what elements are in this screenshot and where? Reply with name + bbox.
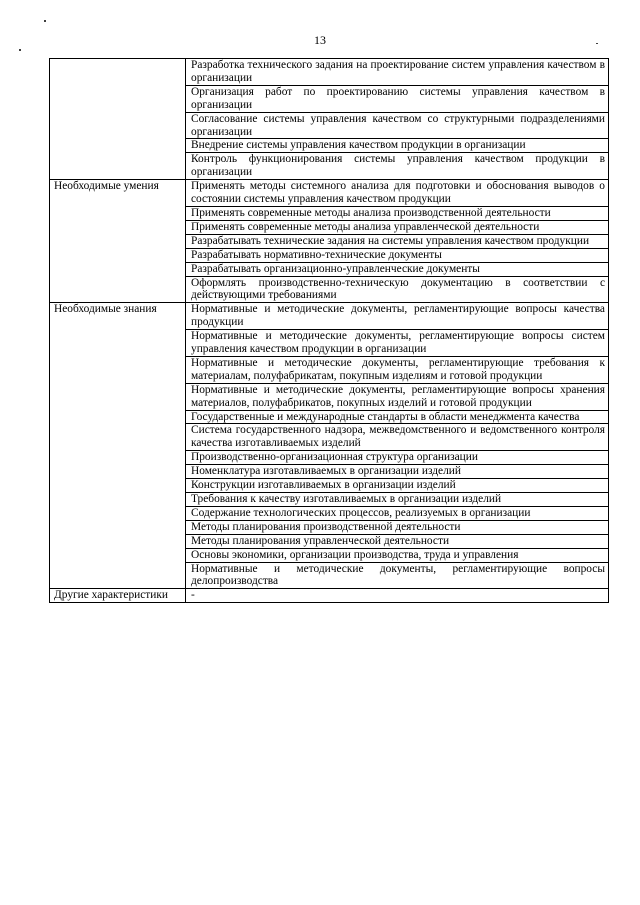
requirement-item: Требования к качеству изготавливаемых в организации изделий — [186, 493, 609, 507]
requirement-item: Нормативные и методические документы, регламентирующие вопросы хранения материалов, полуфабрикатов, покупных изделий и готовой продукции — [186, 383, 609, 410]
requirement-item: Система государственного надзора, межведомственного и ведомственного контроля качества изготавливаемых изделий — [186, 424, 609, 451]
requirement-item: Государственные и международные стандарты в области менеджмента качества — [186, 410, 609, 424]
requirement-item: Контроль функционирования системы управления качеством продукции в организации — [186, 153, 609, 180]
requirement-item: Нормативные и методические документы, регламентирующие вопросы качества продукции — [186, 303, 609, 330]
requirement-item: Содержание технологических процессов, реализуемых в организации — [186, 506, 609, 520]
section-label: Необходимые умения — [50, 180, 186, 303]
qualification-table — [49, 58, 609, 603]
requirement-item: Разрабатывать нормативно-технические документы — [186, 248, 609, 262]
scan-speck — [19, 49, 21, 51]
requirement-item: Согласование системы управления качеством со структурными подразделениями организации — [186, 112, 609, 139]
requirement-item: Нормативные и методические документы, регламентирующие требования к материалам, полуфабрикатам, покупным изделиям и готовой продукции — [186, 356, 609, 383]
requirement-item: Методы планирования управленческой деятельности — [186, 534, 609, 548]
requirement-item: Применять современные методы анализа управленческой деятельности — [186, 220, 609, 234]
requirement-item: Конструкции изготавливаемых в организации изделий — [186, 479, 609, 493]
requirement-item: Номенклатура изготавливаемых в организации изделий — [186, 465, 609, 479]
requirement-item: Нормативные и методические документы, регламентирующие вопросы систем управления качеством продукции в организации — [186, 330, 609, 357]
section-label: Другие характеристики — [50, 589, 186, 603]
section-label: Необходимые знания — [50, 303, 186, 589]
requirement-item: Нормативные и методические документы, регламентирующие вопросы делопроизводства — [186, 562, 609, 589]
table-row — [50, 59, 609, 86]
requirement-item: Оформлять производственно-техническую документацию в соответствии с действующими требованиями — [186, 276, 609, 303]
requirement-item: Производственно-организационная структура организации — [186, 451, 609, 465]
requirement-item: Применять современные методы анализа производственной деятельности — [186, 206, 609, 220]
table-row — [50, 303, 609, 330]
requirement-item: Разрабатывать организационно-управленческие документы — [186, 262, 609, 276]
requirement-item: - — [186, 589, 609, 603]
section-label — [50, 59, 186, 180]
scan-speck — [596, 43, 598, 44]
table-row — [50, 589, 609, 603]
requirement-item: Разработка технического задания на проектирование систем управления качеством в организации — [186, 59, 609, 86]
page-number: 13 — [314, 33, 326, 47]
table-row — [50, 180, 609, 207]
requirement-item: Организация работ по проектированию системы управления качеством в организации — [186, 85, 609, 112]
scan-speck — [44, 20, 46, 22]
requirement-item: Методы планирования производственной деятельности — [186, 520, 609, 534]
requirement-item: Внедрение системы управления качеством продукции в организации — [186, 139, 609, 153]
requirement-item: Разрабатывать технические задания на системы управления качеством продукции — [186, 234, 609, 248]
requirement-item: Основы экономики, организации производства, труда и управления — [186, 548, 609, 562]
requirement-item: Применять методы системного анализа для подготовки и обоснования выводов о состоянии системы управления качеством продукции — [186, 180, 609, 207]
